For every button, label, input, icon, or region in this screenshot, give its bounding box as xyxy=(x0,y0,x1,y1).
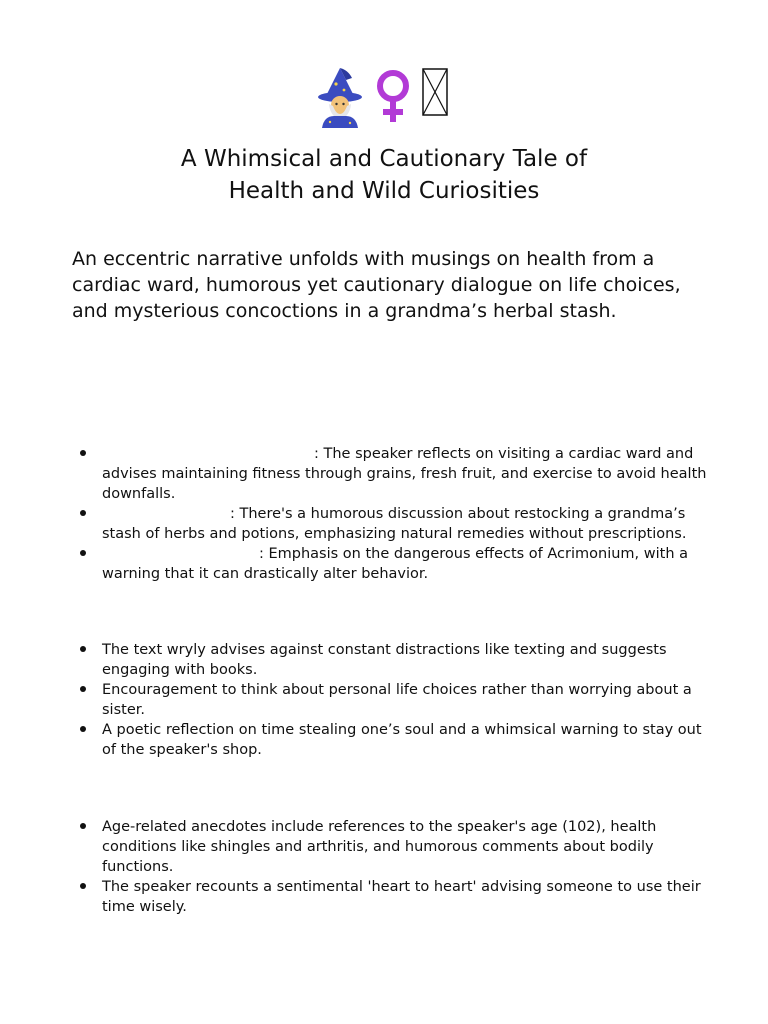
item-text: : There's a humorous discussion about restocking a grandma’s stash of herbs and potions, emphasizing natural remedies without prescriptions. xyxy=(102,506,687,542)
bullet-icon xyxy=(80,450,86,456)
female-sign-icon xyxy=(371,66,415,128)
list-item xyxy=(72,817,712,877)
bullet-icon xyxy=(80,510,86,516)
list-item xyxy=(72,877,712,917)
title-line-2: Health and Wild Curiosities xyxy=(228,178,540,204)
item-text: : Emphasis on the dangerous effects of Acrimonium, with a warning that it can drastically alter behavior. xyxy=(102,546,689,582)
mage-icon xyxy=(314,66,366,128)
item-text: The speaker recounts a sentimental 'heart to heart' advising someone to use their time wisely. xyxy=(102,879,701,915)
missing-glyph-icon xyxy=(420,66,454,128)
bullet-icon xyxy=(80,550,86,556)
item-text: A poetic reflection on time stealing one’s soul and a whimsical warning to stay out of the speaker's shop. xyxy=(102,722,702,758)
title-line-1: A Whimsical and Cautionary Tale of xyxy=(180,146,588,172)
list-item xyxy=(72,504,712,544)
page-title xyxy=(0,143,768,207)
list-item xyxy=(72,444,712,504)
list-item xyxy=(72,640,712,680)
bullet-icon xyxy=(80,726,86,732)
section-list-2 xyxy=(72,640,712,760)
list-item xyxy=(72,720,712,760)
list-item xyxy=(72,544,712,584)
title-emoji-row xyxy=(0,66,768,130)
item-text: Encouragement to think about personal life choices rather than worrying about a sister. xyxy=(102,682,692,718)
item-text: Age-related anecdotes include references to the speaker's age (102), health conditions like shingles and arthritis, and humorous comments about bodily functions. xyxy=(102,819,657,875)
bullet-icon xyxy=(80,883,86,889)
summary-paragraph: An eccentric narrative unfolds with musings on health from a cardiac ward, humorous yet cautionary dialogue on life choices, and mysterious concoctions in a grandma’s herbal stash. xyxy=(72,248,681,322)
section-list-3 xyxy=(72,817,712,917)
bullet-icon xyxy=(80,646,86,652)
item-text: The text wryly advises against constant distractions like texting and suggests engaging with books. xyxy=(102,642,667,678)
item-text: : The speaker reflects on visiting a cardiac ward and advises maintaining fitness through grains, fresh fruit, and exercise to avoid health downfalls. xyxy=(102,446,707,502)
section-list-1 xyxy=(72,444,712,584)
bullet-icon xyxy=(80,686,86,692)
bullet-icon xyxy=(80,823,86,829)
list-item xyxy=(72,680,712,720)
